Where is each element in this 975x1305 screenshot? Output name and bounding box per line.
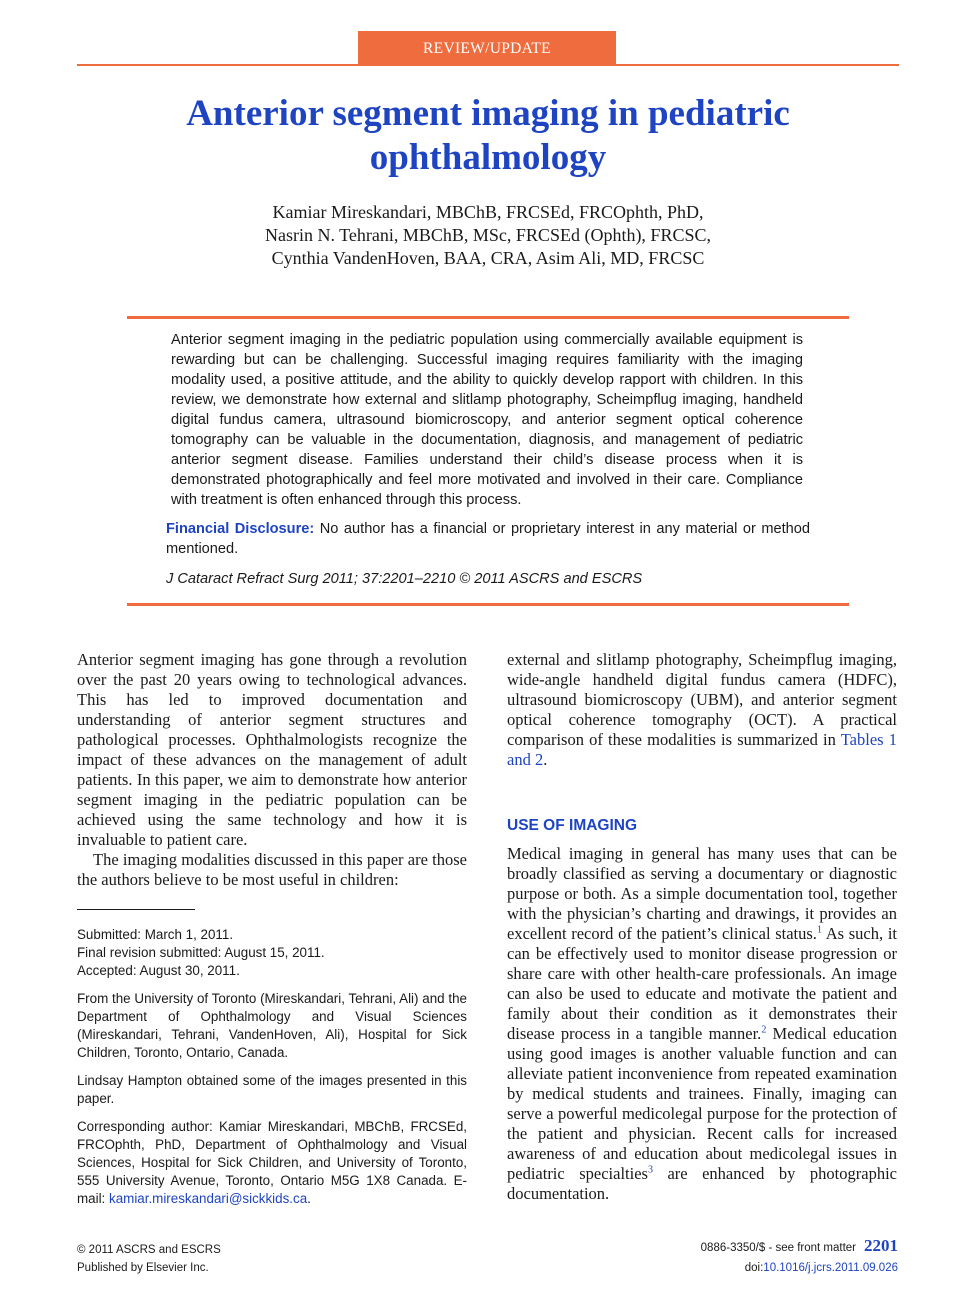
doi-line xyxy=(701,1259,898,1277)
para-text: Medical education using good images is another valuable function and can alleviate patient inconvenience from repeated examination by medical students and trainees. Finally, imaging can serve a powerful medicolegal purpose for the protection of the patient and physician. Recent calls for increased awareness of and education about medicolegal issues in pediatric specialties xyxy=(507,1024,897,1183)
section-heading: USE OF IMAGING xyxy=(507,817,638,834)
reference-link[interactable]: 1 xyxy=(816,924,822,936)
footnote-divider xyxy=(77,909,195,910)
footer-right xyxy=(701,1237,898,1277)
title-line-2: ophthalmology xyxy=(369,137,607,178)
accepted-date: Accepted: August 30, 2011. xyxy=(77,963,240,978)
issn-text: 0886-3350/$ - see front matter xyxy=(700,1242,856,1254)
author-email-link[interactable]: kamiar.mireskandari@sickkids.ca xyxy=(109,1191,308,1206)
financial-disclosure xyxy=(166,519,810,559)
author-list xyxy=(77,201,899,270)
publisher-line: Published by Elsevier Inc. xyxy=(77,1262,209,1274)
tables-link[interactable]: Tables 1 and 2 xyxy=(507,730,897,769)
journal-citation: J Cataract Refract Surg 2011; 37:2201–2210 © 2011 ASCRS and ESCRS xyxy=(166,571,643,587)
submission-dates xyxy=(77,926,467,980)
body-paragraph xyxy=(507,650,897,770)
issn-line xyxy=(701,1237,898,1257)
corresponding-author-text: Corresponding author: Kamiar Mireskandari, MBChB, FRCSEd, FRCOphth, PhD, Department of Ophthalmology and Visual Sciences, Hospital for Sick Children, and University of Toronto, 555 University Avenue, Toronto, Ontario M5G 1X8 Canada. E-mail: xyxy=(77,1119,467,1206)
para-text: As such, it can be effectively used to monitor disease progression or share care with other health-care professionals. An image can also be used to educate and motivate the patient and family about their condition as it demonstrates their disease process in a tangible manner. xyxy=(507,924,897,1043)
header-rule xyxy=(77,64,899,66)
email-end: . xyxy=(307,1191,311,1206)
body-column-left xyxy=(77,650,467,890)
continued-text: external and slitlamp photography, Scheimpflug imaging, wide-angle handheld digital fundus camera (HDFC), ultrasound biomicroscopy (UBM), and anterior segment optical coherence tomography (OCT). A practical comparison of these modalities is summarized in xyxy=(507,650,897,749)
section-tag: REVIEW/UPDATE xyxy=(358,31,616,65)
images-note: Lindsay Hampton obtained some of the images presented in this paper. xyxy=(77,1073,467,1106)
author-line: Kamiar Mireskandari, MBChB, FRCSEd, FRCOphth, PhD, xyxy=(272,202,704,222)
doi-prefix: doi: xyxy=(744,1262,764,1274)
abstract: Anterior segment imaging in the pediatric population using commercially available equipment is rewarding but can be challenging. Successful imaging requires familiarity with the imaging modality used, a positive attitude, and the ability to quickly develop rapport with children. In this review, we demonstrate how external and slitlamp photography, Scheimpflug imaging, handheld digital fundus camera, ultrasound biomicroscopy, and anterior segment optical coherence tomography can be valuable in the documentation, diagnosis, and management of pediatric anterior segment disease. Families understand their child’s disease process when it is demonstrated photographically and feel more motivated and involved in their care. Compliance with treatment is often enhanced through this process. xyxy=(171,332,803,508)
author-line: Cynthia VandenHoven, BAA, CRA, Asim Ali, MD, FRCSC xyxy=(271,248,705,268)
body-paragraph xyxy=(507,844,897,1204)
body-paragraph: Anterior segment imaging has gone through a revolution over the past 20 years owing to technological advances. This has led to improved documentation and understanding of anterior segment structures and pathological processes. Ophthalmologists recognize the impact of these advances on the management of adult patients. In this paper, we aim to demonstrate how anterior segment imaging in the pediatric population can be achieved using the same technology and how it is invaluable to patient care. xyxy=(77,650,467,849)
footer-left xyxy=(77,1241,221,1277)
doi-link[interactable]: 10.1016/j.jcrs.2011.09.026 xyxy=(763,1262,898,1274)
reference-link[interactable]: 3 xyxy=(647,1164,653,1176)
copyright-line: © 2011 ASCRS and ESCRS xyxy=(77,1244,221,1256)
para-text: are enhanced by photographic documentation. xyxy=(507,1164,897,1203)
para-text: Medical imaging in general has many uses that can be broadly classified as serving a documentary or diagnostic purpose or both. As a simple documentation tool, together with the physician’s charting and drawings, it provides an excellent record of the patient’s clinical status. xyxy=(507,844,897,943)
body-column-right xyxy=(507,650,897,1204)
revision-date: Final revision submitted: August 15, 2011. xyxy=(77,945,325,960)
author-line: Nasrin N. Tehrani, MBChB, MSc, FRCSEd (Ophth), FRCSC, xyxy=(265,225,711,245)
article-title xyxy=(77,92,899,180)
footnotes xyxy=(77,926,467,1218)
submitted-date: Submitted: March 1, 2011. xyxy=(77,927,234,942)
page-number: 2201 xyxy=(864,1236,898,1255)
abstract-top-rule xyxy=(127,316,849,319)
disclosure-text: No author has a financial or proprietary interest in any material or method mentioned. xyxy=(166,521,810,557)
reference-link[interactable]: 2 xyxy=(761,1024,767,1036)
sentence-end: . xyxy=(543,750,548,769)
disclosure-label: Financial Disclosure: xyxy=(166,521,315,537)
corresponding-author-note xyxy=(77,1118,467,1208)
body-paragraph: The imaging modalities discussed in this paper are those the authors believe to be most useful in children: xyxy=(77,850,467,889)
title-line-1: Anterior segment imaging in pediatric xyxy=(186,93,790,134)
affiliation-note: From the University of Toronto (Mireskandari, Tehrani, Ali) and the Department of Ophthalmology and Visual Sciences (Mireskandari, Tehrani, VandenHoven, Ali), Hospital for Sick Children, Toronto, Ontario, Canada. xyxy=(77,991,467,1060)
abstract-bottom-rule xyxy=(127,603,849,606)
